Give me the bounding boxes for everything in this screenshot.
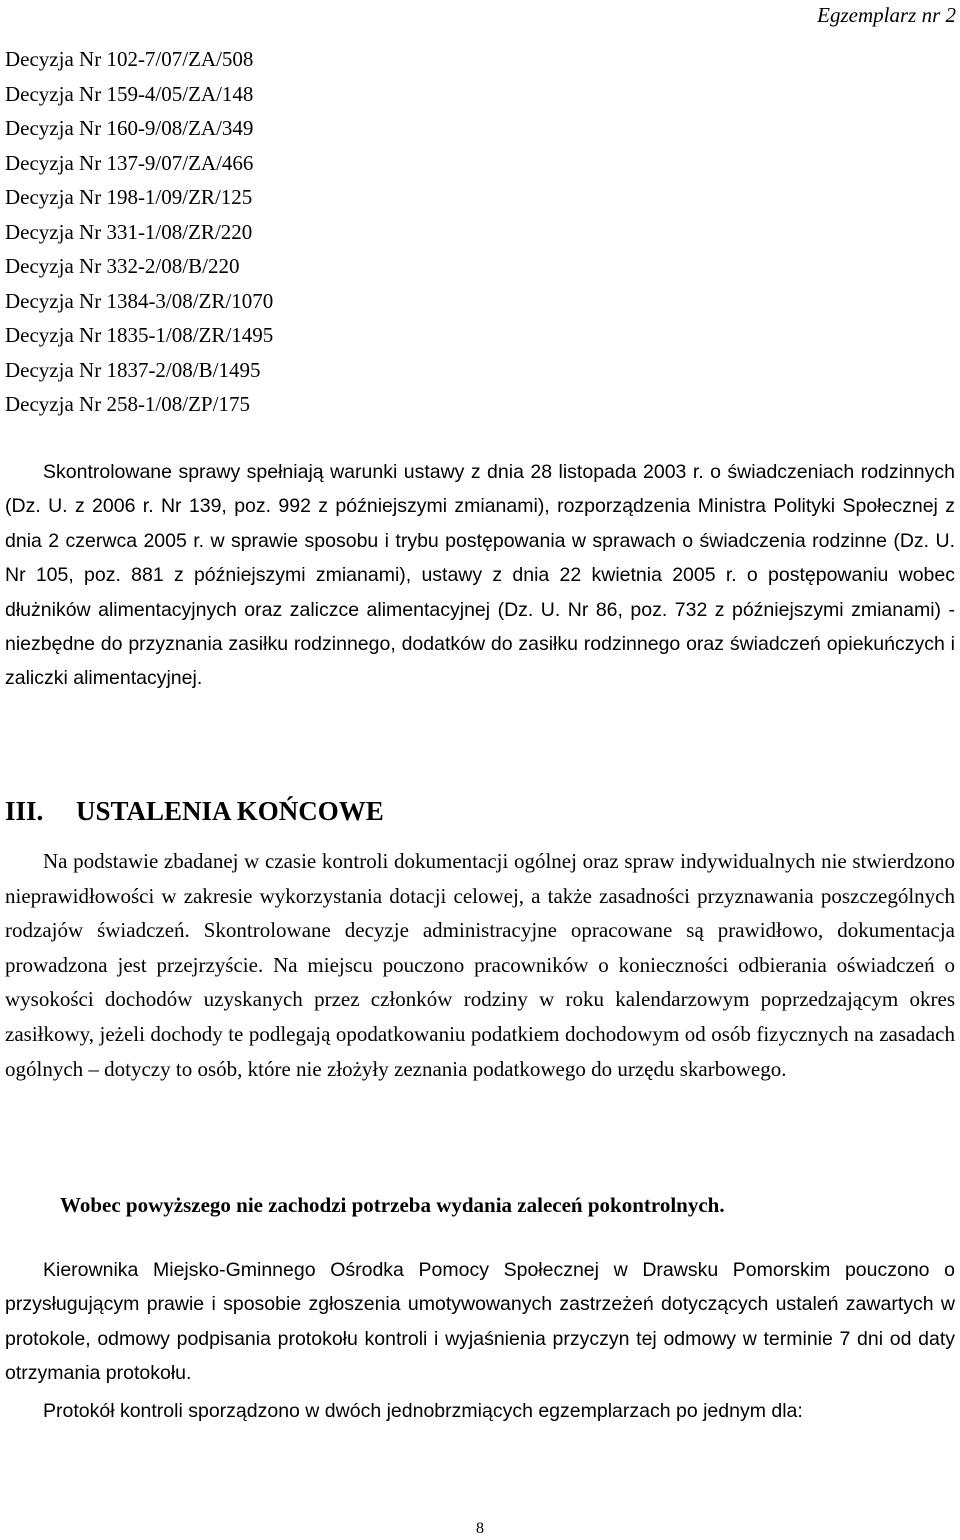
conclusion-statement: Wobec powyższego nie zachodzi potrzeba wydania zaleceń pokontrolnych.: [60, 1193, 725, 1217]
decision-item: Decyzja Nr 137-9/07/ZA/466: [5, 150, 254, 175]
copies-paragraph: Protokół kontroli sporządzono w dwóch jednobrzmiących egzemplarzach po jednym dla:: [43, 1400, 803, 1422]
decision-item: Decyzja Nr 332-2/08/B/220: [5, 254, 240, 278]
instruction-paragraph: Kierownika Miejsko-Gminnego Ośrodka Pomocy Społecznej w Drawsku Pomorskim pouczono o przysługującym prawie i sposobie zgłoszenia umotywowanych zastrzeżeń dotyczących ustaleń zawartych w protokole, odmowy podpisania protokołu kontroli i wyjaśnienia przyczyn tej odmowy w terminie 7 dni od daty otrzymania protokołu.: [5, 1259, 955, 1385]
decision-item: Decyzja Nr 159-4/05/ZA/148: [5, 81, 254, 106]
decision-item: Decyzja Nr 160-9/08/ZA/349: [5, 116, 254, 140]
legal-basis-paragraph: Skontrolowane sprawy spełniają warunki ustawy z dnia 28 listopada 2003 r. o świadczeniach rodzinnych (Dz. U. z 2006 r. Nr 139, poz. 992 z późniejszymi zmianami), rozporządzenia Ministra Polityki Społecznej z dnia 2 czerwca 2005 r. w sprawie sposobu i trybu postępowania w sprawach o świadczenia rodzinne (Dz. U. Nr 105, poz. 881 z późniejszymi zmianami), ustawy z dnia 22 kwietnia 2005 r. o postępowaniu wobec dłużników alimentacyjnych oraz zaliczce alimentacyjnej (Dz. U. Nr 86, poz. 732 z późniejszymi zmianami) - niezbędne do przyznania zasiłku rodzinnego, dodatków do zasiłku rodzinnego oraz świadczeń opiekuńczych i zaliczki alimentacyjnej.: [5, 461, 955, 690]
decision-item: Decyzja Nr 331-1/08/ZR/220: [5, 219, 253, 244]
section-number: III.: [5, 796, 44, 826]
section-heading: [5, 791, 384, 831]
page-number: 8: [476, 1520, 484, 1537]
decision-item: Decyzja Nr 258-1/08/ZP/175: [5, 392, 250, 416]
decision-item: Decyzja Nr 102-7/07/ZA/508: [5, 47, 254, 71]
decision-item: Decyzja Nr 1384-3/08/ZR/1070: [5, 288, 274, 313]
section-title: USTALENIA KOŃCOWE: [76, 796, 384, 826]
copy-number-label: Egzemplarz nr 2: [817, 3, 956, 27]
decision-list: [5, 42, 273, 422]
findings-paragraph: Na podstawie zbadanej w czasie kontroli dokumentacji ogólnej oraz spraw indywidualnych nie stwierdzono nieprawidłowości w zakresie wykorzystania dotacji celowej, a także zasadności przyznawania poszczególnych rodzajów świadczeń. Skontrolowane decyzje administracyjne opracowane są prawidłowo, dokumentacja prowadzona jest przejrzyście. Na miejscu pouczono pracowników o konieczności odbierania oświadczeń o wysokości dochodów uzyskanych przez członków rodziny w roku kalendarzowym poprzedzającym okres zasiłkowy, jeżeli dochody te podlegają opodatkowaniu podatkiem dochodowym od osób fizycznych na zasadach ogólnych – dotyczy to osób, które nie złożyły zeznania podatkowego do urzędu skarbowego.: [5, 849, 955, 1081]
decision-item: Decyzja Nr 198-1/09/ZR/125: [5, 185, 253, 209]
decision-item: Decyzja Nr 1837-2/08/B/1495: [5, 357, 261, 382]
decision-item: Decyzja Nr 1835-1/08/ZR/1495: [5, 323, 274, 347]
